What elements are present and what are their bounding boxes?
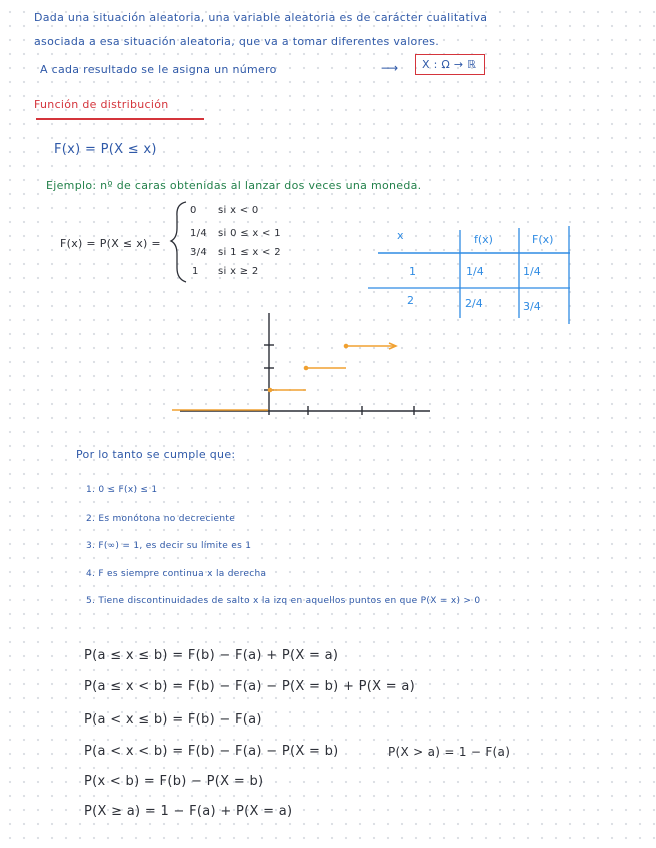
formula-1: P(a ≤ x ≤ b) = F(b) − F(a) + P(X = a) (84, 648, 339, 663)
case-cond-4: si x ≥ 2 (218, 266, 259, 277)
definition-formula: F(x) = P(X ≤ x) (54, 142, 157, 157)
mapping-arrow: ⟶ (381, 61, 399, 75)
table-row-1-x: 1 (409, 265, 416, 278)
formula-3: P(a < x ≤ b) = F(b) − F(a) (84, 712, 262, 727)
formula-4: P(a < x < b) = F(b) − F(a) − P(X = b) (84, 744, 339, 759)
table-row-1-Fx: 1/4 (523, 265, 541, 278)
property-5: 5. Tiene discontinuidades de salto x la izq en aquellos puntos en que P(X = x) > 0 (86, 596, 481, 606)
formula-2: P(a ≤ x < b) = F(b) − F(a) − P(X = b) + P(X = a) (84, 679, 416, 694)
piecewise-lhs: F(x) = P(X ≤ x) = (60, 237, 161, 250)
properties-intro: Por lo tanto se cumple que: (76, 448, 236, 461)
case-cond-1: si x < 0 (218, 205, 259, 216)
example-title: Ejemplo: nº de caras obtenidas al lanzar dos veces una moneda. (46, 179, 422, 192)
table-header-fx: f(x) (474, 233, 493, 246)
property-2: 2. Es monótona no decreciente (86, 514, 236, 524)
case-value-4: 1 (192, 266, 199, 277)
mapping-box: X : Ω → ℝ (415, 54, 485, 75)
table-row-2-x: 2 (407, 294, 414, 307)
intro-line-2: asociada a esa situación aleatoria, que va a tomar diferentes valores. (34, 35, 440, 48)
table-row-1-fx: 1/4 (466, 265, 484, 278)
formula-6: P(X ≥ a) = 1 − F(a) + P(X = a) (84, 804, 293, 819)
table-header-Fx: F(x) (532, 233, 554, 246)
intro-line-1: Dada una situación aleatoria, una variable aleatoria es de carácter cualitativa (34, 11, 488, 24)
case-cond-2: si 0 ≤ x < 1 (218, 228, 281, 239)
case-value-2: 1/4 (190, 228, 207, 239)
case-cond-3: si 1 ≤ x < 2 (218, 247, 281, 258)
case-value-3: 3/4 (190, 247, 207, 258)
property-4: 4. F es siempre continua x la derecha (86, 569, 267, 579)
case-value-1: 0 (190, 205, 197, 216)
table-header-x: x (397, 229, 404, 242)
table-row-2-fx: 2/4 (465, 297, 483, 310)
formula-5: P(x < b) = F(b) − P(X = b) (84, 774, 264, 789)
property-1: 1. 0 ≤ F(x) ≤ 1 (86, 485, 158, 495)
intro-line-3: A cada resultado se le asigna un número (40, 63, 277, 76)
table-row-2-Fx: 3/4 (523, 300, 541, 313)
property-3: 3. F(∞) = 1, es decir su límite es 1 (86, 541, 252, 551)
side-formula: P(X > a) = 1 − F(a) (388, 745, 511, 759)
section-title: Función de distribución (34, 98, 169, 111)
